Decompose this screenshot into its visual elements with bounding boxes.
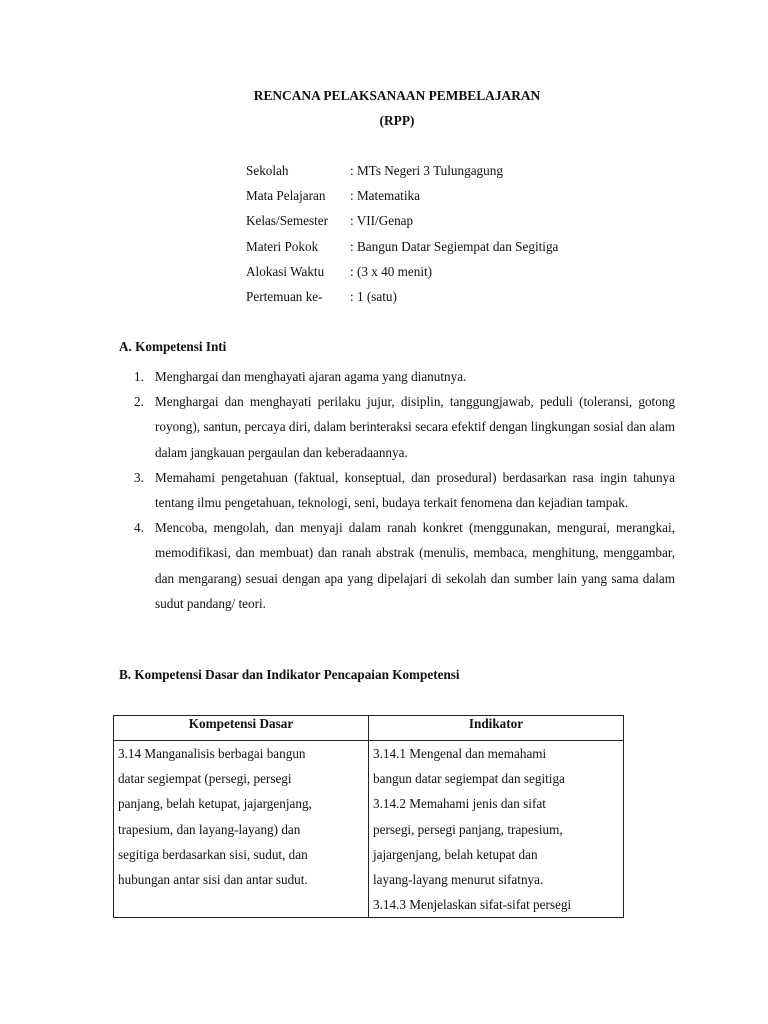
info-value: : (3 x 40 menit) <box>350 263 433 279</box>
list-number: 2. <box>134 394 144 410</box>
list-item <box>134 364 675 389</box>
kd-line: datar segiempat (persegi, persegi <box>118 771 292 787</box>
info-value: : Matematika <box>350 188 420 204</box>
kd-line: trapesium, dan layang-layang) dan <box>118 821 301 837</box>
kompetensi-inti-list <box>134 364 675 616</box>
column-header-kd: Kompetensi Dasar <box>114 716 369 741</box>
indikator-line: 3.14.1 Mengenal dan memahami <box>373 746 547 761</box>
indikator-line: jajargenjang, belah ketupat dan <box>373 846 538 862</box>
info-value: : MTs Negeri 3 Tulungagung <box>350 163 503 178</box>
info-label: Sekolah <box>246 163 289 178</box>
info-label: Materi Pokok <box>246 238 319 254</box>
section-a-heading: A. Kompetensi Inti <box>119 339 227 354</box>
list-item <box>134 389 675 465</box>
kd-line: panjang, belah ketupat, jajargenjang, <box>118 796 312 812</box>
column-header-indikator: Indikator <box>369 716 624 741</box>
list-number: 1. <box>134 369 144 384</box>
indikator-line: 3.14.2 Memahami jenis dan sifat <box>373 796 546 812</box>
info-label: Alokasi Waktu <box>246 263 325 279</box>
list-number: 3. <box>134 469 144 485</box>
indikator-cell <box>369 741 624 918</box>
info-label: Kelas/Semester <box>246 213 329 229</box>
table-row <box>114 741 624 918</box>
list-number: 4. <box>134 520 144 536</box>
kd-cell <box>114 741 369 918</box>
section-b-heading: B. Kompetensi Dasar dan Indikator Pencapaian Kompetensi <box>119 667 460 682</box>
list-text: Menghargai dan menghayati ajaran agama yang dianutnya. <box>155 369 467 384</box>
indikator-line: 3.14.3 Menjelaskan sifat-sifat persegi <box>373 897 572 913</box>
info-label: Pertemuan ke- <box>246 288 323 304</box>
indikator-line: bangun datar segiempat dan segitiga <box>373 771 565 787</box>
list-text: Memahami pengetahuan (faktual, konseptual, dan prosedural) berdasarkan rasa ingin tahunya tentang ilmu pengetahuan, teknologi, seni, budaya terkait fenomena dan kejadian tampak. <box>155 469 675 511</box>
info-row <box>246 289 558 314</box>
competency-table <box>113 715 624 918</box>
info-row <box>246 213 558 238</box>
list-text: Mencoba, mengolah, dan menyaji dalam ranah konkret (menggunakan, mengurai, merangkai, memodifikasi, dan membuat) dan ranah abstrak (menulis, membaca, menghitung, menggambar, dan mengarang) sesuai dengan apa yang dipelajari di sekolah dan sumber lain yang sama dalam sudut pandang/ teori. <box>155 520 675 611</box>
info-row <box>246 188 558 213</box>
info-value: : 1 (satu) <box>350 288 397 304</box>
info-row <box>246 239 558 264</box>
table-header-row <box>114 716 624 741</box>
indikator-line: layang-layang menurut sifatnya. <box>373 872 544 888</box>
info-label: Mata Pelajaran <box>246 188 326 204</box>
list-item <box>134 515 675 616</box>
kd-line: hubungan antar sisi dan antar sudut. <box>118 872 308 888</box>
kd-line: 3.14 Manganalisis berbagai bangun <box>118 746 306 761</box>
info-row <box>246 264 558 289</box>
document-title: RENCANA PELAKSANAAN PEMBELAJARAN <box>253 88 541 103</box>
identity-block <box>246 163 558 314</box>
list-item <box>134 465 675 515</box>
kd-line: segitiga berdasarkan sisi, sudut, dan <box>118 846 308 862</box>
info-value: : Bangun Datar Segiempat dan Segitiga <box>350 238 559 254</box>
info-value: : VII/Genap <box>350 213 414 229</box>
document-subtitle: (RPP) <box>379 113 415 128</box>
indikator-line: persegi, persegi panjang, trapesium, <box>373 821 563 837</box>
info-row <box>246 163 558 188</box>
list-text: Menghargai dan menghayati perilaku jujur, disiplin, tanggungjawab, peduli (toleransi, gotong royong), santun, percaya diri, dalam berinteraksi secara efektif dengan lingkungan sosial dan alam dalam jangkauan pergaulan dan keberadaannya. <box>155 394 675 460</box>
